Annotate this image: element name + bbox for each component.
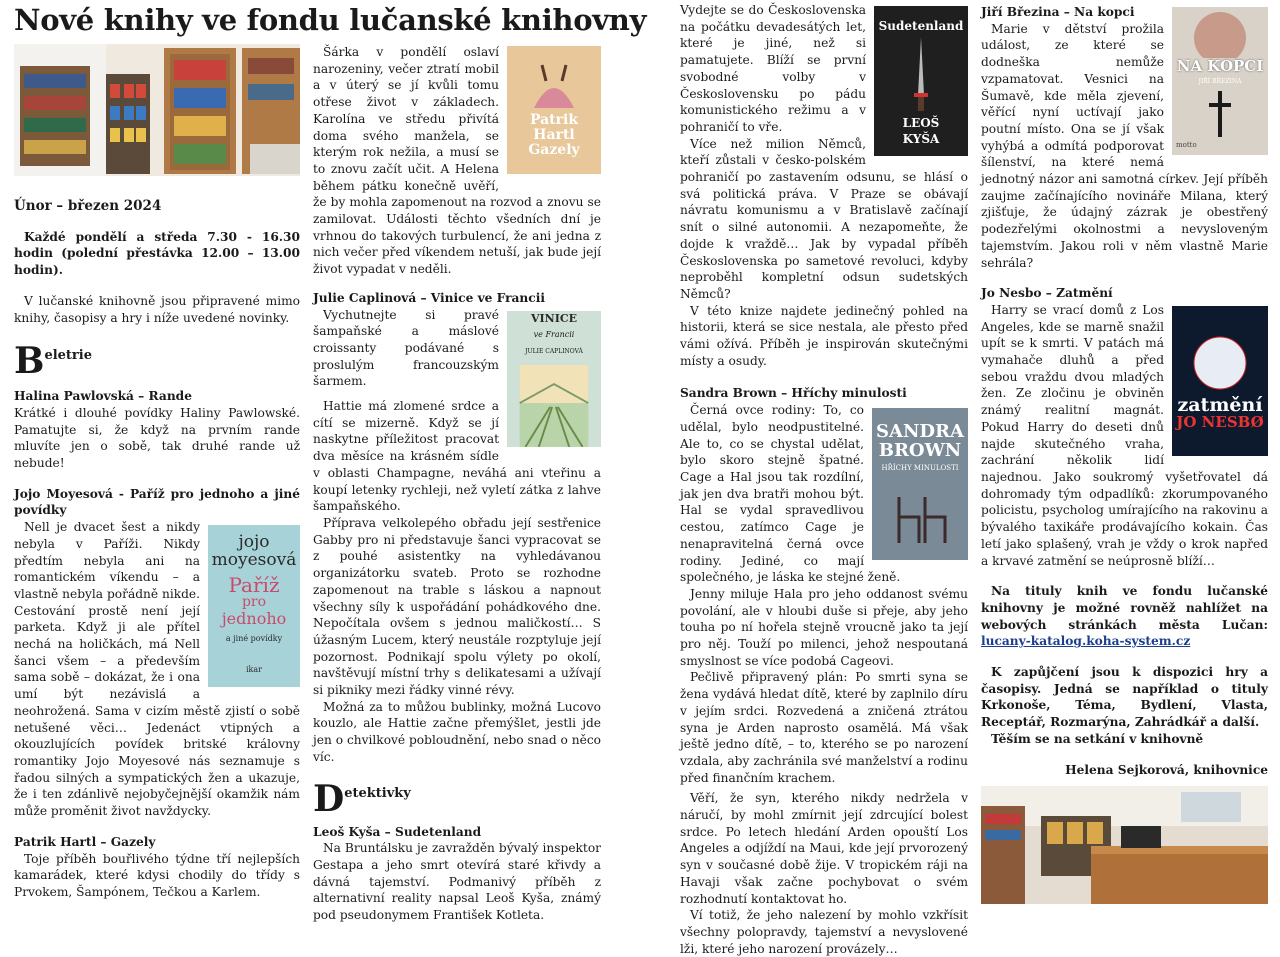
- book-text-gazely-2: Šárka v pondělí oslaví narozeniny, večer ztratí mobil a v úterý se jí kvůli tomu otřese život v základech. Karolína ve středu přivítá doma svého manžela, se kterým rok nežila, a musí se to znovu začít učit. A Helena během pátku konečně uvěří, že by mohla zapomenout na rozvod a znovu se zamilovat. Události těchto všedních dní je vrhnou do takových turbulencí, že ani jedna z nich večer před víkendem netuší, jak bude její život vypadat v neděli.: [313, 45, 601, 277]
- column-3: [680, 2, 968, 957]
- page-title: Nové knihy ve fondu lučanské knihovny: [14, 3, 647, 37]
- book-text-vinice-4: Možná za to můžou bublinky, možná Lucovo kouzlo, ale Hattie začne přemýšlet, jestli jde jen o chvilkové pobloudnění, nebo snad o něco víc.: [313, 699, 601, 764]
- book-text-hrichy-4: Věří, že syn, kterého nikdy nedržela v náručí, by mohl zmírnit její zdrcující bolest srdce. Po letech hledání Arden opouští Los Angeles a odjíždí na Maui, kde její prvorozený syn v současné době žije. V tropickém ráji na Havaji však začne pochybovat o svém rozhodnutí kontaktovat ho.: [680, 791, 968, 906]
- book-heading-pariz: Jojo Moyesová - Paříž pro jednoho a jiné povídky: [14, 486, 300, 518]
- book-cover-sudetenland: Sudetenland LEOŠ KYŠA: [874, 6, 968, 156]
- book-text-hrichy-1: Černá ovce rodiny: To, co udělal, bylo neodpustitelné. Ale to, co se chystal udělat, bylo skoro stejně špatné. Cage a Hal jsou tak rozdílní, jak jen dva bratři mohou být. Hal se vydal spravedlivou cestou, zatímco Cage je nenapravitelná černá ovce rodiny. Jediné, co mají společného, je láska ke stejné ženě.: [680, 403, 901, 585]
- book-text-vinice-3: Příprava velkolepého obřadu její sestřenice Gabby pro ni představuje šanci vypracovat se z pouhé asistentky na vyhledávanou organizátorku svateb. Proto se rozhodne zapomenout na trable s láskou a napnout všechny síly k uspořádání pohádkového dne. Nepočítala ovšem s jednou maličkostí… S úžasným Lucem, který neustále rozptyluje její pozornost. Podnikají spolu výlety po okolí, navštěvují místní trhy s delikatesami a užívají si pikniky mezi řádky vinné révy.: [313, 515, 601, 698]
- book-text-kopci: Marie v dětství prožila událost, ze které se dodneška nemůže vzpamatovat. Vesnici na Šumavě, kde měla zjevení, věřící nyní uctívají jako poutní místo. Ona se jí však vyhýbá a odmítá podporovat šílenství, na které nemá jednotný názor ani samotná církev. Její příběh zaujme začínajícího novináře Milana, který zjišťuje, že údajný zázrak je obestřený podezřelými okolnostmi a nevysloveným tajemstvím. Jakou roli v něm vlastně Marie sehrála?: [981, 21, 1268, 270]
- book-text-pariz: Nell je dvacet šest a nikdy nebyla v Paříži. Nikdy předtím nebyla ani na romantickém víkendu – a vlastně nebyla pořádně nikde. Cestování prostě není její parketa. Když ji ale přítel nechá na holičkách, má Nell šanci všem – a především sama sobě – dokázat, že i ona umí být nezávislá a neohrožená. Sama v cizím městě zjistí o sobě netušené věci… Jedenáct vtipných a okouzlujících povídek britské královny romantiky Jojo Moyesové nás seznamuje s řadou silných a sympatických žen a ukazuje, že i ten zdánlivě nejobyčejnější okamžik nám může proměnit život navždycky.: [14, 520, 300, 819]
- dropcap: B: [14, 340, 45, 383]
- book-heading-zatmeni: Jo Nesbo – Zatmění: [981, 286, 1113, 301]
- book-text-vinice-2: Hattie má zlomené srdce a cítí se mizerně. Když se jí naskytne příležitost pracovat dva měsíce na krásném sídle v oblasti Champagne, neváhá ani vteřinu a koupí letenky rychleji, než vyletí zátka z lahve šampaňského.: [313, 399, 601, 514]
- book-text-sudetenland-3: Více než milion Němců, kteří zůstali v česko-polském pohraničí po zastavením odsunu, se hlásí o svá politická práva. V Praze se obávají návratu komunismu a v Bratislavě začínají snít o silné autonomii. A nezapomeňte, že dojde k vraždě… Jak by vypadal příběh Československa po sametové revoluci, kdyby neproběhl kompletní odsun sudetských Němců?: [680, 136, 968, 301]
- book-heading-vinice: Julie Caplinová – Vinice ve Francii: [313, 290, 545, 305]
- book-heading-sudetenland: Leoš Kyša – Sudetenland: [313, 824, 482, 839]
- catalog-link[interactable]: lucany-katalog.koha-system.cz: [981, 634, 1191, 649]
- signature: Helena Sejkorová, knihovnice: [1065, 762, 1268, 777]
- column-4: [981, 4, 1268, 904]
- book-text-hrichy-5: Ví totiž, že jeho nalezení by mohlo vzkřísit všechny polopravdy, tajemství a nevyslovené lži, které jeho narození provázely…: [680, 908, 968, 956]
- period-heading: Únor – březen 2024: [14, 198, 162, 214]
- book-text-sudetenland-2: Vydejte se do Československa na počátku devadesátých let, které je jiné, než si pamatujete. Blíží se první svobodné volby v Československu po pádu komunistického režimu a v pohraničí to vře.: [680, 3, 866, 134]
- book-cover-hrichy: SANDRA BROWN HŘÍCHY MINULOSTI: [872, 408, 968, 560]
- book-text-hrichy-2: Jenny miluje Hala pro jeho oddanost svému povolání, ale v hloubi duše si přeje, aby jeho touha po ní hořela stejně vroucně jako ta její pro něj. Touží po milenci, jehož nespoutaná smyslnost se více podobá Cageovi.: [680, 586, 968, 668]
- book-text-gazely-1: Toje příběh bouřlivého týdne tří nejlepších kamarádek, které kdysi chodily do třídy s Prvokem, Šampónem, Tečkou a Karlem.: [14, 851, 300, 899]
- intro-text: V lučanské knihovně jsou připravené mimo knihy, časopisy a hry i níže uvedené novinky.: [14, 293, 300, 325]
- book-text-rande: Krátké i dlouhé povídky Haliny Pawlowské. Pamatujte si, že když na prvním rande mluvíte jen o sobě, tak druhé rande už nebude!: [14, 405, 300, 471]
- library-shelves-photo: [14, 44, 300, 176]
- book-cover-pariz: jojo moyesová Paříž pro jednoho a jiné povídky ikar: [208, 525, 300, 687]
- book-text-zatmeni: Harry se vrací domů z Los Angeles, kde se marně snažil upít se k smrti. V patách má vymahače dluhů a před sebou vraždu dvou mladých žen. Ze zločinu je obviněn známý realitní magnát. Pokud Harry do deseti dnů najde skutečného vraha, zachrání několik lidí najednou. Jako soukromý vyšetřovatel dá dohromady tým odpadlíků: zkorumpovaného policistu, psycholog umírajícího na rakovinu a bývalého taxikáře prodávajícího kokain. Čas letí jako splašený, vrah je vždy o krok napřed a krvavé zatmění se neúprosně blíží…: [981, 302, 1268, 568]
- book-heading-rande: Halina Pawlovská – Rande: [14, 389, 192, 404]
- book-cover-gazely: Patrik Hartl Gazely: [507, 46, 601, 174]
- greeting: Těším se na setkání v knihovně: [991, 731, 1204, 746]
- book-cover-kopci: NA KOPCI JIŘÍ BŘEZINA motto: [1172, 7, 1268, 155]
- book-text-sudetenland-4: V této knize najdete jedinečný pohled na historii, která se sice nestala, ale přesto před vámi ožívá. Příběh je inspirován skutečnými místy a osudy.: [680, 303, 968, 368]
- web-note: Na tituly knih ve fondu lučanské knihovny je možné rovněž nahlížet na webových stránkách města Lučan: lucany-katalog.koha-system.cz: [981, 584, 1268, 649]
- games-note: K zapůjčení jsou k dispozici hry a časopisy. Jedná se například o tituly Krkonoše, Téma, Bydlení, Vlasta, Receptář, Rozmarýna, Zahrádkář a další.: [981, 665, 1268, 730]
- book-text-sudetenland-1: Na Bruntálsku je zavražděn bývalý inspektor Gestapa a jeho smrt otevírá staré křivdy a dávná tajemství. Podmanivý příběh z alternativní reality napsal Leoš Kyša, známý pod pseudonymem František Kotleta.: [313, 841, 601, 923]
- book-cover-vinice: VINICE ve Francii JULIE CAPLINOVÁ: [507, 311, 601, 447]
- book-heading-kopci: Jiří Březina – Na kopci: [981, 5, 1135, 19]
- book-heading-gazely: Patrik Hartl – Gazely: [14, 834, 156, 849]
- opening-hours: Každé pondělí a středa 7.30 - 16.30 hodin (polední přestávka 12.00 – 13.00 hodin).: [14, 229, 300, 278]
- section-beletrie: Beletrie: [14, 340, 92, 383]
- column-2: [313, 44, 601, 924]
- section-detektivky: Detektivky: [313, 777, 411, 820]
- library-interior-photo: [981, 786, 1268, 904]
- book-text-vinice-1: Vychutnejte si pravé šampaňské a máslové croissanty podávané s proslulým francouzským šarmem.: [313, 307, 499, 389]
- book-cover-zatmeni: zatmění JO NESBØ: [1172, 306, 1268, 456]
- book-heading-hrichy: Sandra Brown – Hříchy minulosti: [680, 386, 907, 401]
- book-text-hrichy-3: Pečlivě připravený plán: Po smrti syna se žena vydává hledat dítě, které by zaplnilo díru v jejím srdci. Rozvedená a zničená ztrátou syna je Arden naprosto osamělá. Má však ještě jedno dítě, – to, kterého se po narození vzdala, aby zachránila své manželství a rodinu před finančním krachem.: [680, 670, 968, 785]
